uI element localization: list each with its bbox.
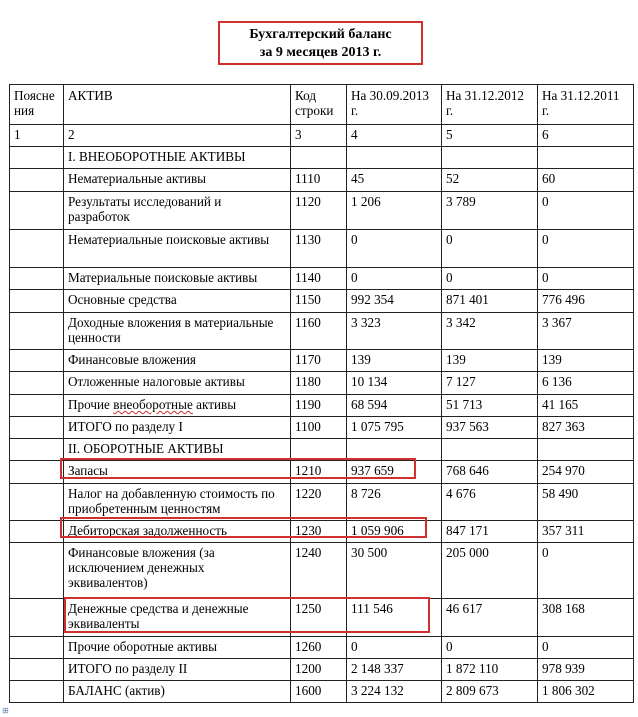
header-date-3: На 31.12.2011 г. [538,85,634,125]
row-label: Налог на добавленную стоимость по приобретенным ценностям [64,484,291,521]
row-value-2012: 139 [442,350,538,372]
corner-marker-icon: ⊞ [2,706,9,715]
table-row [10,599,634,637]
row-code: 1240 [291,543,347,599]
row-value-2012: 0 [442,637,538,659]
title-line-2: за 9 месяцев 2013 г. [259,45,382,60]
table-row [10,417,634,439]
table-row [10,192,634,230]
row-value-2012: 51 713 [442,395,538,417]
row-value-2013: 0 [347,637,442,659]
row-label: Денежные средства и денежные эквиваленты [64,599,291,637]
table-row [10,543,634,599]
row-value-2013: 2 148 337 [347,659,442,681]
row-code: 1150 [291,290,347,313]
row-value-2011: 308 168 [538,599,634,637]
spellcheck-word: внеоборотные [113,397,193,412]
num-cell: 5 [442,125,538,147]
row-value-2011: 58 490 [538,484,634,521]
row-value-2012: 52 [442,169,538,192]
row-label: Отложенные налоговые активы [64,372,291,395]
row-label: Материальные поисковые активы [64,268,291,290]
table-row [10,461,634,484]
num-cell: 4 [347,125,442,147]
row-value-2013: 8 726 [347,484,442,521]
row-value-2011: 0 [538,543,634,599]
section-title: I. ВНЕОБОРОТНЫЕ АКТИВЫ [64,147,291,169]
table-row [10,230,634,268]
row-value-2011: 6 136 [538,372,634,395]
row-value-2011: 254 970 [538,461,634,484]
table-row [10,521,634,543]
row-label: Основные средства [64,290,291,313]
row-label: ИТОГО по разделу I [64,417,291,439]
num-cell: 1 [10,125,64,147]
row-value-2011: 827 363 [538,417,634,439]
row-label: Результаты исследований и разработок [64,192,291,230]
row-label: Финансовые вложения (за исключением денежных эквивалентов) [64,543,291,599]
header-notes: Пояснения [10,85,64,125]
row-code: 1180 [291,372,347,395]
row-value-2013: 30 500 [347,543,442,599]
row-value-2013: 139 [347,350,442,372]
section-title: II. ОБОРОТНЫЕ АКТИВЫ [64,439,291,461]
row-value-2011: 776 496 [538,290,634,313]
num-cell: 2 [64,125,291,147]
row-code: 1140 [291,268,347,290]
row-code: 1220 [291,484,347,521]
row-value-2013: 1 075 795 [347,417,442,439]
table-row [10,313,634,350]
row-label: Прочие оборотные активы [64,637,291,659]
row-label: Нематериальные активы [64,169,291,192]
row-value-2012: 0 [442,230,538,268]
header-date-2: На 31.12.2012 г. [442,85,538,125]
row-label: Доходные вложения в материальные ценности [64,313,291,350]
row-code: 1260 [291,637,347,659]
row-value-2013: 68 594 [347,395,442,417]
row-label: Нематериальные поисковые активы [64,230,291,268]
row-value-2013: 3 224 132 [347,681,442,703]
numbering-row [10,125,634,147]
row-value-2012: 205 000 [442,543,538,599]
row-value-2011: 3 367 [538,313,634,350]
row-value-2011: 1 806 302 [538,681,634,703]
row-value-2013: 10 134 [347,372,442,395]
table-row [10,372,634,395]
row-value-2013: 0 [347,268,442,290]
table-row [10,395,634,417]
row-value-2011: 0 [538,268,634,290]
row-value-2013: 45 [347,169,442,192]
row-value-2011: 0 [538,192,634,230]
num-cell: 6 [538,125,634,147]
header-row [10,85,634,125]
num-cell: 3 [291,125,347,147]
row-value-2012: 1 872 110 [442,659,538,681]
section-row [10,147,634,169]
document-title [218,21,423,65]
row-value-2012: 871 401 [442,290,538,313]
row-value-2011: 357 311 [538,521,634,543]
row-code: 1110 [291,169,347,192]
table-row [10,681,634,703]
row-code: 1100 [291,417,347,439]
row-value-2013: 111 546 [347,599,442,637]
row-value-2011: 0 [538,230,634,268]
row-value-2013: 1 059 906 [347,521,442,543]
row-value-2012: 768 646 [442,461,538,484]
row-label: Дебиторская задолженность [64,521,291,543]
row-code: 1170 [291,350,347,372]
row-code: 1200 [291,659,347,681]
row-code: 1250 [291,599,347,637]
table-row [10,268,634,290]
row-label: Запасы [64,461,291,484]
row-value-2011: 139 [538,350,634,372]
row-code: 1600 [291,681,347,703]
row-value-2013: 992 354 [347,290,442,313]
row-label: Финансовые вложения [64,350,291,372]
row-value-2012: 847 171 [442,521,538,543]
header-code: Код строки [291,85,347,125]
title-line-1: Бухгалтерский баланс [249,27,392,42]
row-value-2012: 3 342 [442,313,538,350]
row-value-2013: 937 659 [347,461,442,484]
row-value-2012: 7 127 [442,372,538,395]
table-row [10,169,634,192]
row-value-2013: 0 [347,230,442,268]
section-row [10,439,634,461]
header-asset: АКТИВ [64,85,291,125]
row-value-2013: 1 206 [347,192,442,230]
row-value-2011: 0 [538,637,634,659]
table-row [10,637,634,659]
row-code: 1160 [291,313,347,350]
row-value-2012: 937 563 [442,417,538,439]
row-value-2012: 2 809 673 [442,681,538,703]
row-code: 1120 [291,192,347,230]
row-code: 1230 [291,521,347,543]
table-row [10,484,634,521]
row-label: Прочие внеоборотные активы [64,395,291,417]
table-row [10,290,634,313]
row-value-2012: 0 [442,268,538,290]
row-code: 1190 [291,395,347,417]
row-value-2012: 3 789 [442,192,538,230]
row-value-2011: 60 [538,169,634,192]
balance-sheet-table [9,84,634,703]
row-value-2012: 4 676 [442,484,538,521]
row-code: 1210 [291,461,347,484]
row-value-2013: 3 323 [347,313,442,350]
table-row [10,659,634,681]
row-value-2012: 46 617 [442,599,538,637]
row-label: БАЛАНС (актив) [64,681,291,703]
row-label: ИТОГО по разделу II [64,659,291,681]
row-value-2011: 978 939 [538,659,634,681]
table-row [10,350,634,372]
header-date-1: На 30.09.2013 г. [347,85,442,125]
row-code: 1130 [291,230,347,268]
row-value-2011: 41 165 [538,395,634,417]
